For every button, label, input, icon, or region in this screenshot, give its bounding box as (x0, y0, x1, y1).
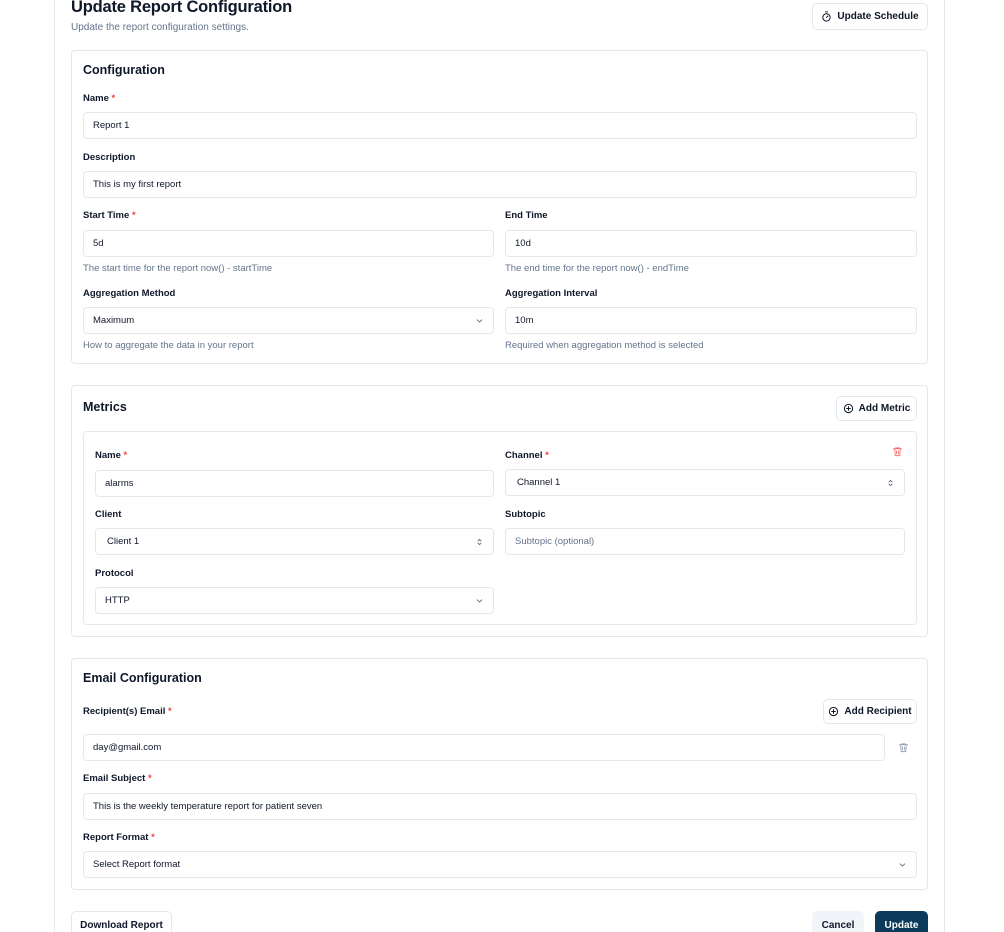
metric-name-value: alarms (105, 478, 134, 489)
email-subject-label: Email Subject * (83, 773, 152, 784)
add-recipient-label: Add Recipient (844, 706, 912, 717)
channel-select[interactable] (505, 469, 905, 496)
add-recipient-button[interactable] (823, 699, 917, 724)
download-report-button[interactable] (71, 911, 172, 932)
subtopic-placeholder: Subtopic (optional) (515, 536, 595, 547)
email-configuration-title: Email Configuration (83, 671, 202, 685)
plus-circle-icon (843, 403, 854, 414)
update-schedule-button[interactable] (812, 3, 928, 30)
description-value: This is my first report (93, 179, 182, 190)
end-time-hint: The end time for the report now() - endTime (505, 263, 689, 274)
required-marker: * (111, 93, 116, 104)
cancel-button[interactable] (812, 911, 864, 932)
report-format-select[interactable] (83, 851, 917, 878)
required-marker: * (151, 832, 155, 843)
cancel-label: Cancel (821, 919, 855, 931)
chevron-down-icon (475, 316, 484, 325)
name-label: Name * (83, 93, 116, 104)
description-input[interactable] (83, 171, 917, 198)
start-time-value: 5d (93, 238, 104, 249)
description-label: Description (83, 152, 136, 163)
client-label: Client (95, 509, 122, 520)
end-time-input[interactable] (505, 230, 917, 257)
channel-value: Channel 1 (517, 477, 561, 488)
chevron-up-down-icon (886, 478, 895, 487)
email-subject-input[interactable] (83, 793, 917, 820)
chevron-up-down-icon (475, 537, 484, 546)
metric-name-input[interactable] (95, 470, 494, 497)
required-marker: * (168, 706, 172, 717)
aggregation-interval-value: 10m (515, 315, 534, 326)
start-time-input[interactable] (83, 230, 494, 257)
aggregation-interval-hint: Required when aggregation method is selected (505, 340, 704, 351)
delete-metric-icon[interactable] (892, 446, 903, 457)
report-format-label: Report Format * (83, 832, 155, 843)
report-name-input[interactable] (83, 112, 917, 139)
protocol-value: HTTP (105, 595, 130, 606)
client-value: Client 1 (107, 536, 140, 547)
required-marker: * (123, 450, 128, 461)
page-title: Update Report Configuration (71, 0, 292, 16)
required-marker: * (147, 773, 152, 784)
update-button[interactable] (875, 911, 928, 932)
configuration-title: Configuration (83, 63, 165, 77)
aggregation-interval-label: Aggregation Interval (505, 288, 598, 299)
report-name-value: Report 1 (93, 120, 130, 131)
metrics-title: Metrics (83, 400, 127, 414)
recipients-label: Recipient(s) Email * (83, 706, 172, 717)
aggregation-method-value: Maximum (93, 315, 135, 326)
recipient-email-value: day@gmail.com (93, 742, 162, 753)
report-format-placeholder: Select Report format (93, 859, 181, 870)
aggregation-interval-input[interactable] (505, 307, 917, 334)
download-report-label: Download Report (80, 919, 163, 931)
subtopic-label: Subtopic (505, 509, 546, 520)
chevron-down-icon (898, 860, 907, 869)
end-time-label: End Time (505, 210, 548, 221)
plus-circle-icon (828, 706, 839, 717)
update-label: Update (884, 919, 919, 931)
required-marker: * (545, 450, 549, 461)
aggregation-method-select[interactable] (83, 307, 494, 334)
email-subject-value: This is the weekly temperature report for patient seven (93, 801, 323, 812)
add-metric-label: Add Metric (858, 403, 911, 414)
channel-label: Channel * (505, 450, 549, 461)
metric-name-label: Name * (95, 450, 128, 461)
update-schedule-label: Update Schedule (837, 11, 919, 22)
start-time-label: Start Time * (83, 210, 136, 221)
start-time-hint: The start time for the report now() - startTime (83, 263, 273, 274)
add-metric-button[interactable] (836, 396, 917, 421)
delete-recipient-icon[interactable] (898, 742, 909, 753)
chevron-down-icon (475, 596, 484, 605)
recipient-email-input[interactable] (83, 734, 885, 761)
end-time-value: 10d (515, 238, 531, 249)
protocol-select[interactable] (95, 587, 494, 614)
protocol-label: Protocol (95, 568, 134, 579)
aggregation-method-hint: How to aggregate the data in your report (83, 340, 254, 351)
required-marker: * (131, 210, 136, 221)
timer-icon (821, 11, 832, 22)
subtopic-input[interactable] (505, 528, 905, 555)
aggregation-method-label: Aggregation Method (83, 288, 176, 299)
client-select[interactable] (95, 528, 494, 555)
page-subtitle: Update the report configuration settings. (71, 22, 249, 33)
